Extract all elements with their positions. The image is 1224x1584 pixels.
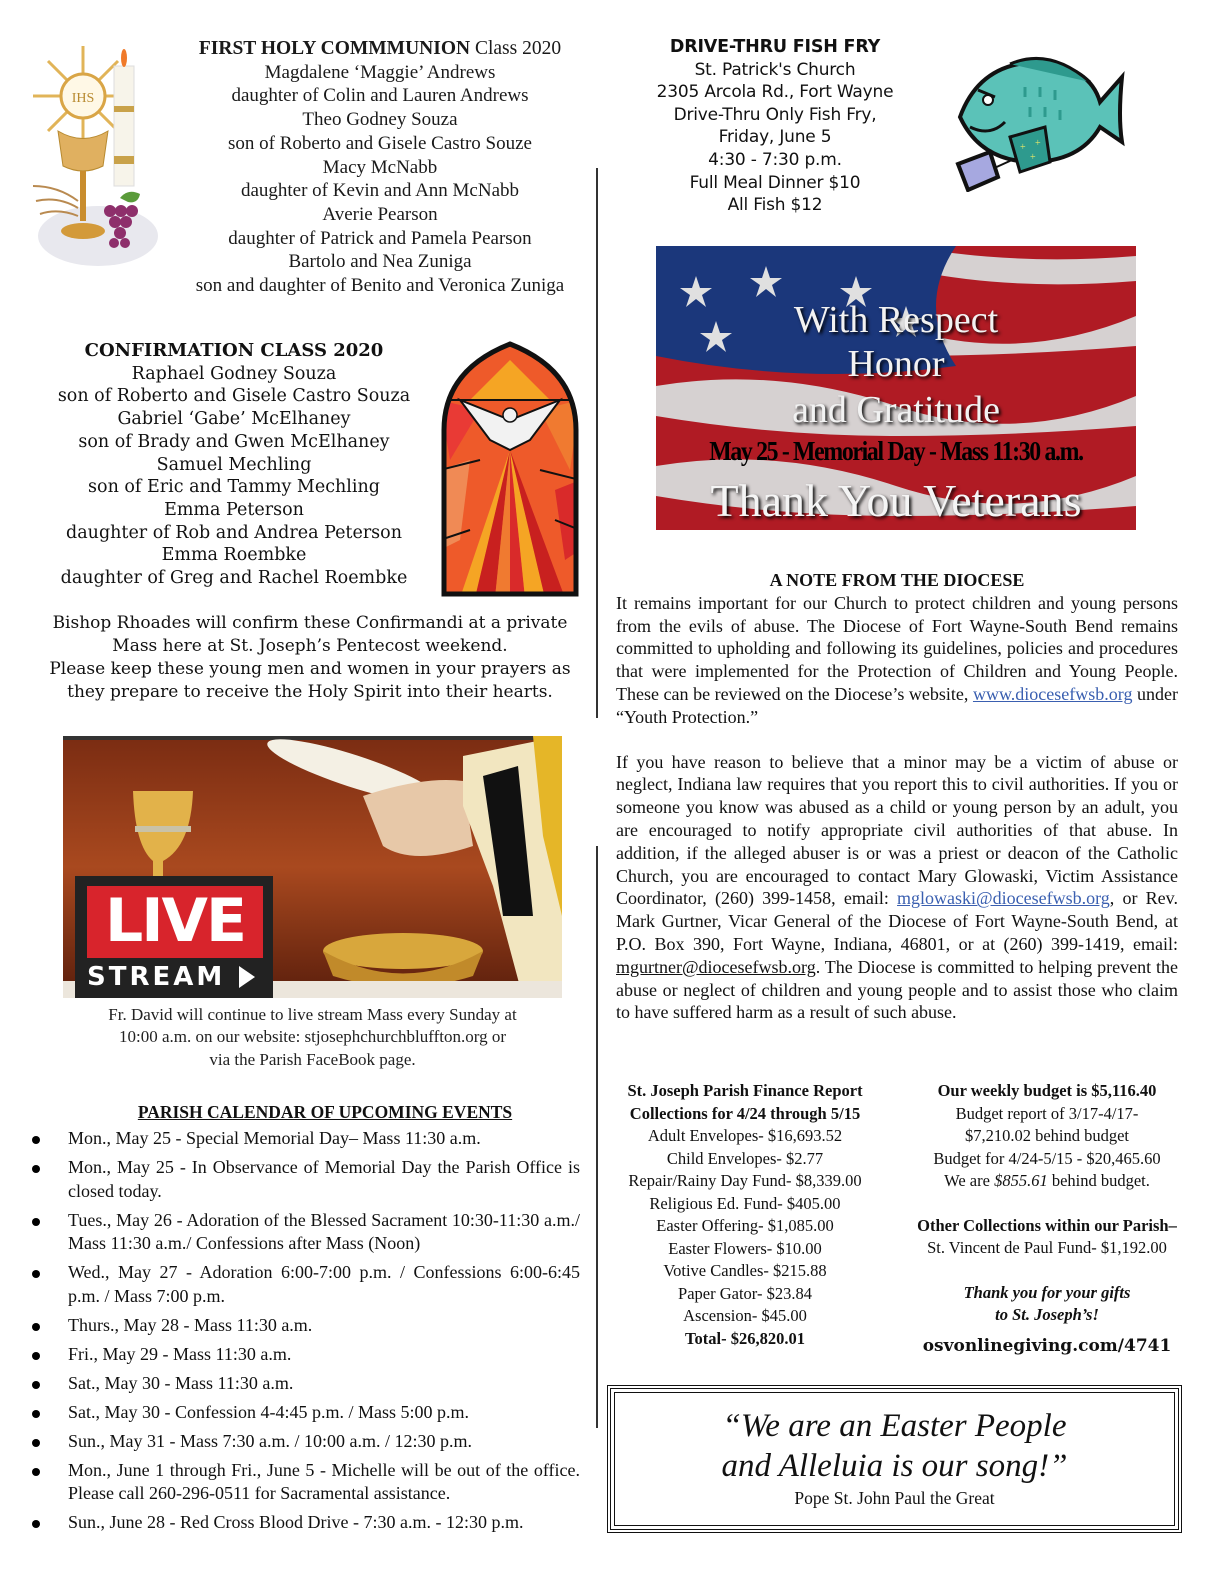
caption-line: via the Parish FaceBook page. bbox=[209, 1049, 416, 1069]
live-stream-caption bbox=[63, 1004, 562, 1071]
first-communion-section bbox=[170, 37, 590, 298]
fish-fry-line: St. Patrick's Church bbox=[694, 59, 856, 80]
stream-label: STREAM bbox=[87, 962, 277, 992]
communicant-parents: son of Roberto and Gisele Castro Souze bbox=[228, 132, 532, 154]
cartoon-fish-icon bbox=[950, 42, 1125, 192]
communicant-line: Bartolo and Nea Zuniga bbox=[288, 251, 472, 273]
diocese-paragraph-1: It remains important for our Church to protect children and young persons from the evils of abuse. The Diocese of Fort Wayne-South Bend remains committed to upholding and following its guidelines, policies and procedures that were implemented for the Protection of Children and Young People. These can be reviewed on the Diocese’s website, www.diocesefwsb.org under “Youth Protection.” bbox=[616, 592, 1178, 727]
svg-text:+: + bbox=[1020, 142, 1026, 153]
confirmand-parents: son of Eric and Tammy Mechling bbox=[88, 477, 380, 498]
confirmand-line: Gabriel ‘Gabe’ McElhaney bbox=[117, 409, 351, 430]
other-collection-item: St. Vincent de Paul Fund- $1,192.00 bbox=[927, 1238, 1167, 1257]
bullet-icon bbox=[32, 1410, 40, 1418]
first-communion-title: FIRST HOLY COMMMUNION Class 2020 bbox=[198, 38, 562, 59]
calendar-event: Thurs., May 28 - Mass 11:30 a.m. bbox=[30, 1314, 580, 1338]
confirmation-note-line: Please keep these young men and women in your prayers as bbox=[49, 659, 571, 679]
calendar-event: Wed., May 27 - Adoration 6:00-7:00 p.m. / Confessions 6:00-6:45 p.m. / Mass 7:00 p.m. bbox=[30, 1261, 580, 1308]
parish-calendar-section bbox=[30, 1102, 580, 1540]
finance-line-item: Paper Gator- $23.84 bbox=[678, 1283, 812, 1303]
calendar-event: Mon., May 25 - In Observance of Memorial Day the Parish Office is closed today. bbox=[30, 1156, 580, 1203]
diocese-note-title: A NOTE FROM THE DIOCESE bbox=[769, 570, 1025, 590]
budget-line: Budget for 4/24-5/15 - $20,465.60 bbox=[933, 1148, 1161, 1168]
confirmation-section bbox=[45, 340, 423, 590]
play-icon bbox=[239, 966, 255, 988]
bullet-icon bbox=[32, 1323, 40, 1331]
bullet-icon bbox=[32, 1352, 40, 1360]
finance-line-item: Adult Envelopes- $16,693.52 bbox=[647, 1126, 843, 1145]
bullet-icon bbox=[32, 1136, 40, 1144]
finance-line-item: Easter Flowers- $10.00 bbox=[668, 1238, 822, 1258]
communicant-line: Magdalene ‘Maggie’ Andrews bbox=[264, 61, 496, 83]
confirmand-line: Raphael Godney Souza bbox=[131, 363, 337, 384]
confirmation-note bbox=[35, 612, 585, 704]
bullet-icon bbox=[32, 1520, 40, 1528]
finance-line-item: Easter Offering- $1,085.00 bbox=[656, 1216, 834, 1235]
live-label: LIVE bbox=[105, 886, 245, 956]
svg-text:+: + bbox=[1030, 152, 1036, 163]
quote-attribution: Pope St. John Paul the Great bbox=[794, 1488, 995, 1508]
finance-line-item: Child Envelopes- $2.77 bbox=[666, 1148, 824, 1168]
caption-line: 10:00 a.m. on our website: stjosephchurchbluffton.org or bbox=[118, 1027, 506, 1047]
vicar-general-email-link[interactable]: mgurtner@diocesefwsb.org bbox=[616, 956, 816, 977]
confirmation-note-line: Bishop Rhoades will confirm these Confirmandi at a private bbox=[52, 613, 568, 633]
fish-fry-section bbox=[615, 36, 935, 217]
calendar-event: Fri., May 29 - Mass 11:30 a.m. bbox=[30, 1343, 580, 1367]
communicant-parents: daughter of Kevin and Ann McNabb bbox=[240, 180, 520, 202]
budget-status: We are $855.61 behind budget. bbox=[944, 1171, 1150, 1190]
diocese-website-link[interactable]: www.diocesefwsb.org bbox=[972, 683, 1133, 704]
quote-line: “We are an Easter People bbox=[722, 1408, 1067, 1444]
banner-line-respect: With Respect bbox=[793, 299, 999, 341]
quote-box bbox=[607, 1385, 1182, 1533]
communicant-line: Macy McNabb bbox=[322, 156, 438, 178]
confirmand-parents: daughter of Greg and Rachel Roembke bbox=[60, 568, 408, 589]
victim-assistance-email-link[interactable]: mglowaski@diocesefwsb.org bbox=[897, 888, 1110, 909]
confirmand-line: Emma Roembke bbox=[161, 545, 307, 566]
bullet-icon bbox=[32, 1468, 40, 1476]
calendar-event: Sat., May 30 - Mass 11:30 a.m. bbox=[30, 1372, 580, 1396]
banner-line-honor: Honor bbox=[847, 343, 945, 385]
confirmation-note-line: Mass here at St. Joseph’s Pentecost weekend. bbox=[112, 636, 508, 656]
communicant-line: Averie Pearson bbox=[322, 203, 438, 225]
calendar-event: Mon., May 25 - Special Memorial Day– Mass 11:30 a.m. bbox=[30, 1127, 580, 1151]
column-divider-bottom bbox=[596, 846, 598, 1428]
parish-calendar-title: PARISH CALENDAR OF UPCOMING EVENTS bbox=[137, 1102, 513, 1122]
thank-you-line: Thank you for your gifts bbox=[963, 1282, 1131, 1302]
live-stream-image[interactable] bbox=[63, 736, 562, 998]
banner-thank-veterans: Thank You Veterans bbox=[710, 475, 1082, 526]
fish-fry-price: All Fish $12 bbox=[727, 195, 823, 216]
bullet-icon bbox=[32, 1165, 40, 1173]
caption-line: Fr. David will continue to live stream Mass every Sunday at bbox=[108, 1005, 517, 1024]
budget-line: $7,210.02 behind budget bbox=[964, 1126, 1130, 1145]
fish-fry-price: Full Meal Dinner $10 bbox=[689, 172, 861, 193]
quote-line: and Alleluia is our song!” bbox=[721, 1448, 1068, 1484]
budget-line: Budget report of 3/17-4/17- bbox=[955, 1103, 1139, 1123]
confirmand-parents: son of Roberto and Gisele Castro Souza bbox=[57, 386, 411, 407]
stained-glass-dove-icon bbox=[440, 340, 580, 598]
calendar-event-list bbox=[30, 1127, 580, 1535]
communicant-parents: daughter of Patrick and Pamela Pearson bbox=[228, 227, 532, 249]
finance-line-item: Religious Ed. Fund- $405.00 bbox=[649, 1193, 841, 1213]
finance-report-title: St. Joseph Parish Finance Report bbox=[627, 1081, 863, 1100]
other-collections-title: Other Collections within our Parish– bbox=[917, 1215, 1177, 1235]
fish-fry-title: DRIVE-THRU FISH FRY bbox=[669, 37, 881, 57]
calendar-event: Sat., May 30 - Confession 4-4:45 p.m. / Mass 5:00 p.m. bbox=[30, 1401, 580, 1425]
online-giving-link[interactable]: osvonlinegiving.com/4741 bbox=[922, 1336, 1172, 1356]
communicant-parents: son and daughter of Benito and Veronica Zuniga bbox=[195, 275, 565, 297]
finance-line-item: Votive Candles- $215.88 bbox=[663, 1261, 827, 1280]
confirmand-parents: daughter of Rob and Andrea Peterson bbox=[66, 522, 402, 543]
calendar-event: Mon., June 1 through Fri., June 5 - Michelle will be out of the office. Please call 260-296-0511 for Sacramental assistance. bbox=[30, 1459, 580, 1506]
confirmand-parents: son of Brady and Gwen McElhaney bbox=[78, 431, 390, 452]
live-badge bbox=[75, 876, 273, 998]
banner-memorial-mass: May 25 - Memorial Day - Mass 11:30 a.m. bbox=[709, 436, 1083, 466]
bullet-icon bbox=[32, 1439, 40, 1447]
budget-summary bbox=[893, 1080, 1201, 1327]
confirmation-title: CONFIRMATION CLASS 2020 bbox=[84, 340, 384, 361]
fish-fry-time: 4:30 - 7:30 p.m. bbox=[708, 149, 842, 170]
banner-line-gratitude: and Gratitude bbox=[792, 389, 1000, 431]
confirmation-note-line: they prepare to receive the Holy Spirit into their hearts. bbox=[67, 682, 553, 702]
finance-line-item: Repair/Rainy Day Fund- $8,339.00 bbox=[628, 1171, 862, 1190]
calendar-event: Sun., June 28 - Red Cross Blood Drive - 7:30 a.m. - 12:30 p.m. bbox=[30, 1511, 580, 1535]
column-divider-top bbox=[596, 168, 598, 718]
bullet-icon bbox=[32, 1381, 40, 1389]
bullet-icon bbox=[32, 1218, 40, 1226]
weekly-budget: Our weekly budget is $5,116.40 bbox=[937, 1081, 1157, 1100]
finance-report bbox=[600, 1080, 890, 1350]
memorial-day-banner bbox=[656, 246, 1136, 530]
first-communion-chalice-icon bbox=[28, 36, 168, 276]
calendar-event: Sun., May 31 - Mass 7:30 a.m. / 10:00 a.m. / 12:30 p.m. bbox=[30, 1430, 580, 1454]
finance-report-subtitle: Collections for 4/24 through 5/15 bbox=[629, 1103, 861, 1123]
diocese-paragraph-2: If you have reason to believe that a minor may be a victim of abuse or neglect, Indiana law requires that you report this to civil authorities. If you or someone you know was abused as a child or young person by an adult, you are encouraged to notify appropriate civil authorities of that abuse. In addition, if the alleged abuser is or was a priest or deacon of the Catholic Church, you are encouraged to contact Mary Glowaski, Victim Assistance Coordinator, (260) 399-1458, email: mglowaski@diocesefwsb.org, or Rev. Mark Gurtner, Vicar General of the Diocese of Fort Wayne-South Bend, at P.O. Box 390, Fort Wayne, Indiana, 46801, or at (260) 399-1419, email: mgurtner@diocesefwsb.org. The Diocese is committed to helping prevent the abuse or neglect of children and young people and to assist those who claim to have suffered harm as a result of such abuse. bbox=[616, 751, 1178, 1023]
confirmand-line: Emma Peterson bbox=[164, 499, 304, 520]
fish-fry-address: 2305 Arcola Rd., Fort Wayne bbox=[656, 82, 894, 103]
communicant-parents: daughter of Colin and Lauren Andrews bbox=[231, 85, 529, 107]
thank-you-line: to St. Joseph’s! bbox=[995, 1305, 1099, 1324]
bullet-icon bbox=[32, 1270, 40, 1278]
finance-total: Total- $26,820.01 bbox=[685, 1328, 805, 1348]
finance-line-item: Ascension- $45.00 bbox=[683, 1306, 807, 1325]
fish-fry-line: Drive-Thru Only Fish Fry, bbox=[673, 104, 877, 125]
calendar-event: Tues., May 26 - Adoration of the Blessed Sacrament 10:30-11:30 a.m./ Mass 11:30 a.m./ Confessions after Mass (Noon) bbox=[30, 1209, 580, 1256]
communicant-line: Theo Godney Souza bbox=[302, 109, 458, 131]
fish-fry-date: Friday, June 5 bbox=[718, 127, 832, 148]
svg-text:IHS: IHS bbox=[71, 91, 95, 106]
svg-text:+: + bbox=[1035, 138, 1041, 149]
confirmand-line: Samuel Mechling bbox=[156, 454, 312, 475]
diocese-note-section bbox=[616, 569, 1178, 1024]
